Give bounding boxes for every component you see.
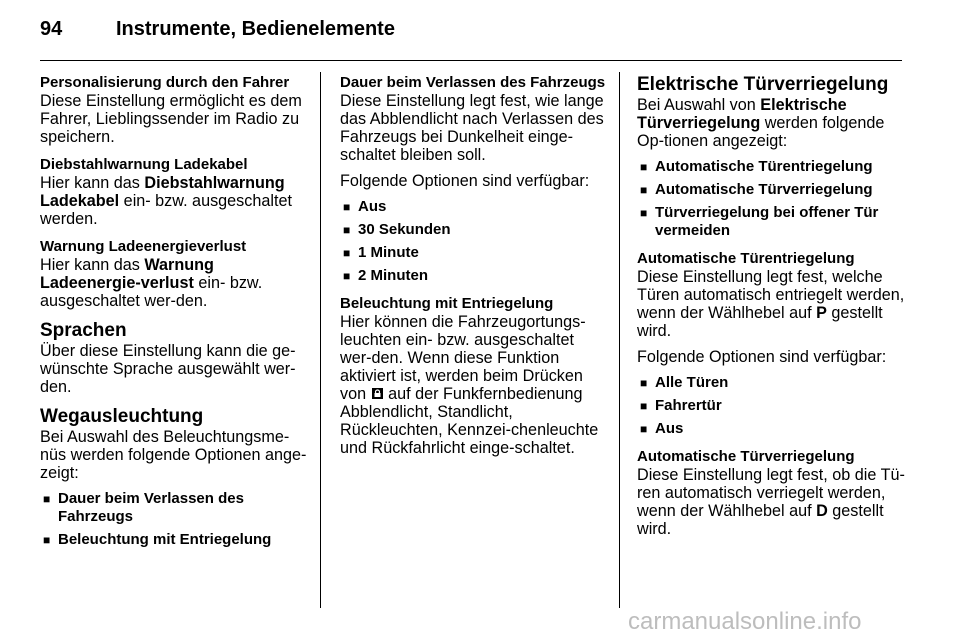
option-list: [40, 490, 308, 549]
bullet-icon: ■: [343, 223, 351, 237]
option-list: [637, 158, 905, 240]
section-heading: Sprachen: [40, 320, 127, 341]
bullet-icon: ■: [640, 206, 648, 220]
bullet-icon: ■: [43, 492, 51, 506]
section-dauer-verlassen: [340, 74, 608, 285]
section-text: Bei Auswahl von Elektrische Türverriegelung werden folgende Op-tionen angezeigt:: [637, 96, 885, 150]
options-intro: Folgende Optionen sind verfügbar:: [637, 348, 887, 366]
section-diebstahlwarnung: [40, 156, 308, 228]
option-list: [340, 198, 608, 285]
watermark: carmanualsonline.info: [628, 608, 862, 635]
section-text: Hier kann das Diebstahlwarnung Ladekabel ein- bzw. ausgeschaltet werden.: [40, 174, 292, 228]
column-divider-1: [320, 72, 321, 608]
section-heading: Warnung Ladeenergieverlust: [40, 238, 247, 255]
section-personalisierung: [40, 74, 308, 146]
section-beleuchtung-entriegelung: [340, 295, 608, 457]
list-item: ■ Türverriegelung bei offener Tür vermeiden: [640, 204, 879, 239]
list-item: ■ Automatische Türentriegelung: [640, 158, 873, 175]
list-item: ■ Aus: [343, 198, 387, 215]
section-heading: Beleuchtung mit Entriegelung: [340, 295, 554, 312]
section-sprachen: [40, 320, 308, 396]
section-text: Bei Auswahl des Beleuchtungsme-nüs werden folgende Optionen ange-zeigt:: [40, 428, 307, 482]
column-1: [40, 74, 308, 559]
section-text: Diese Einstellung legt fest, wie lange das Abblendlicht nach Verlassen des Fahrzeugs bei Dunkelheit einge-schaltet bleiben soll.: [340, 92, 604, 164]
bullet-icon: ■: [43, 533, 51, 547]
section-auto-tuerverriegelung: [637, 448, 905, 538]
list-item: ■ 1 Minute: [343, 244, 419, 261]
section-wegausleuchtung: [40, 406, 308, 549]
list-item: ■ 30 Sekunden: [343, 221, 451, 238]
list-item: ■ Beleuchtung mit Entriegelung: [43, 531, 272, 548]
bullet-icon: ■: [343, 200, 351, 214]
section-text: Hier können die Fahrzeugortungs-leuchten ein- bzw. ausgeschaltet wer-den. Wenn diese Funktion aktiviert ist, werden beim Drücken von auf der Funkfernbedienung Abblendlicht, Standlicht, Rückleuchten, Kennzei-chenleuchte und Rückfahrlicht einge-schaltet.: [340, 313, 599, 457]
lock-icon: [371, 386, 384, 399]
bullet-icon: ■: [640, 183, 648, 197]
column-2: [340, 74, 608, 467]
list-item: ■ Fahrertür: [640, 397, 722, 414]
section-ladeenergieverlust: [40, 238, 308, 310]
list-item: ■ Alle Türen: [640, 374, 729, 391]
section-elektrische-tuerverriegelung: [637, 74, 905, 240]
list-item: ■ 2 Minuten: [343, 267, 428, 284]
section-text: Hier kann das Warnung Ladeenergie-verlust ein- bzw. ausgeschaltet wer-den.: [40, 256, 263, 310]
list-item: ■ Automatische Türverriegelung: [640, 181, 873, 198]
bullet-icon: ■: [640, 422, 648, 436]
options-intro: Folgende Optionen sind verfügbar:: [340, 172, 590, 190]
section-heading: Diebstahlwarnung Ladekabel: [40, 156, 248, 173]
bullet-icon: ■: [640, 160, 648, 174]
option-list: [637, 374, 905, 438]
bullet-icon: ■: [640, 376, 648, 390]
section-heading: Dauer beim Verlassen des Fahrzeugs: [340, 74, 606, 91]
section-text: Diese Einstellung legt fest, ob die Tü-ren automatisch verriegelt werden, wenn der Wählhebel auf D gestellt wird.: [637, 466, 905, 538]
page-header: [40, 18, 395, 41]
bullet-icon: ■: [343, 269, 351, 283]
bullet-icon: ■: [343, 246, 351, 260]
section-heading: Wegausleuchtung: [40, 406, 204, 427]
section-text: Über diese Einstellung kann die ge-wünschte Sprache ausgewählt wer-den.: [40, 342, 296, 396]
section-heading: Automatische Türentriegelung: [637, 250, 855, 267]
page-title: Instrumente, Bedienelemente: [116, 18, 395, 40]
column-divider-2: [619, 72, 620, 608]
section-auto-tuerentriegelung: [637, 250, 905, 438]
bullet-icon: ■: [640, 399, 648, 413]
section-heading: Personalisierung durch den Fahrer: [40, 74, 290, 91]
section-text: Diese Einstellung legt fest, welche Türen automatisch entriegelt werden, wenn der Wählhebel auf P gestellt wird.: [637, 268, 905, 340]
list-item: ■ Aus: [640, 420, 684, 437]
column-3: [637, 74, 905, 548]
section-heading: Elektrische Türverriegelung: [637, 74, 889, 95]
header-rule: [40, 60, 902, 61]
section-text: Diese Einstellung ermöglicht es dem Fahrer, Lieblingssender im Radio zu speichern.: [40, 92, 302, 146]
page-number: 94: [40, 18, 63, 40]
list-item: ■ Dauer beim Verlassen des Fahrzeugs: [43, 490, 244, 525]
section-heading: Automatische Türverriegelung: [637, 448, 855, 465]
